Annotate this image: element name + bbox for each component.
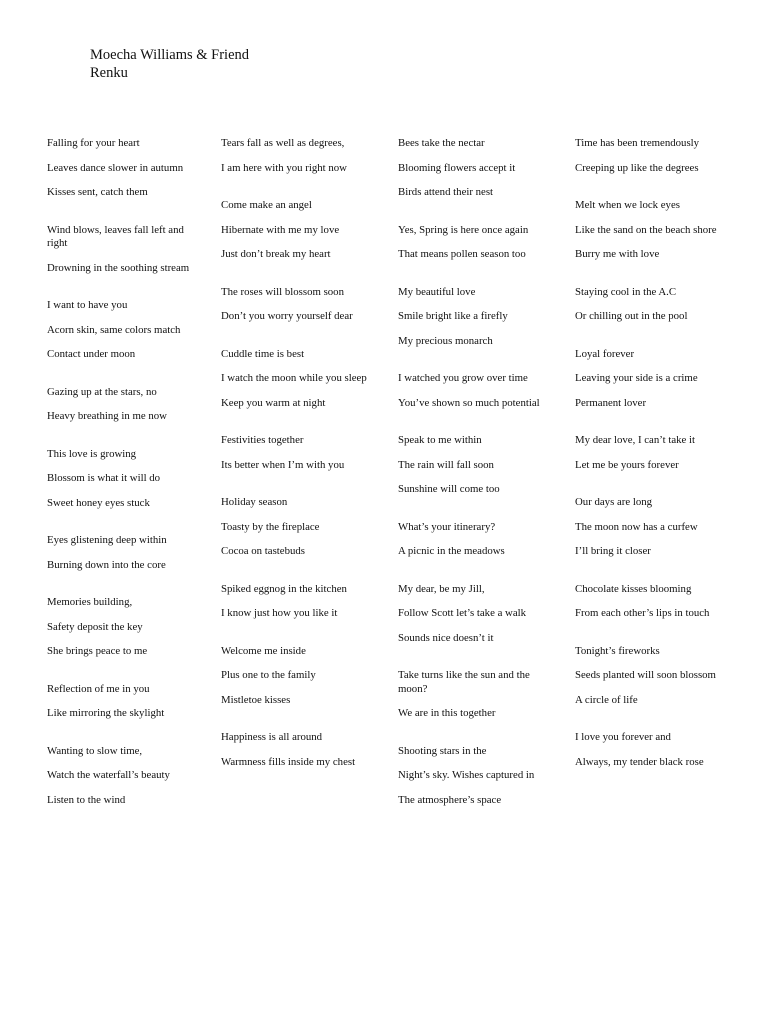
poem-line: Smile bright like a firefly <box>398 310 508 322</box>
poem-line: Sweet honey eyes stuck <box>47 496 150 509</box>
poem-line: I love you forever and <box>575 731 671 743</box>
poem-line: A picnic in the meadows <box>398 545 505 557</box>
poem-line: This love is growing <box>47 447 137 460</box>
poem-line: Night’s sky. Wishes captured in <box>398 769 535 781</box>
stanza <box>398 669 548 721</box>
stanza <box>575 137 725 175</box>
poem-column <box>47 137 197 831</box>
poem-line: Creeping up like the degrees <box>575 161 699 174</box>
stanza <box>575 496 725 559</box>
poem-line: Like the sand on the beach shore <box>575 223 717 236</box>
poem-line: Chocolate kisses blooming <box>575 582 692 595</box>
poem-line: Contact under moon <box>47 348 136 360</box>
poem-line: Take turns like the sun and the moon? <box>398 669 530 695</box>
poem-title: Renku <box>90 65 128 81</box>
stanza <box>398 286 548 349</box>
stanza <box>221 496 371 559</box>
stanza <box>47 534 197 572</box>
poem-line: Falling for your heart <box>47 137 140 149</box>
poem-line: Birds attend their nest <box>398 186 494 198</box>
poem-line: From each other’s lips in touch <box>575 607 710 619</box>
poem-line: I am here with you right now <box>221 161 347 174</box>
stanza <box>575 348 725 411</box>
stanza <box>221 583 371 621</box>
poem-column <box>575 137 725 793</box>
poem-line: Acorn skin, same colors match <box>47 323 181 336</box>
poem-line: Like mirroring the skylight <box>47 707 165 719</box>
poem-line: Festivities together <box>221 434 304 446</box>
poem-line: I watch the moon while you sleep <box>221 372 367 384</box>
stanza <box>575 583 725 621</box>
stanza <box>221 645 371 708</box>
stanza <box>398 372 548 410</box>
stanza <box>575 286 725 324</box>
stanza <box>47 683 197 721</box>
poem-line: What’s your itinerary? <box>398 520 496 533</box>
poem-line: Sounds nice doesn’t it <box>398 631 494 644</box>
poem-line: Tonight’s fireworks <box>575 644 660 657</box>
poem-line: Listen to the wind <box>47 793 126 806</box>
poem-line: Kisses sent, catch them <box>47 186 148 198</box>
stanza <box>398 137 548 200</box>
poem-line: I know just how you like it <box>221 607 338 619</box>
poem-line: I watched you grow over time <box>398 372 528 384</box>
poem-line: Gazing up at the stars, no <box>47 385 157 398</box>
stanza <box>221 434 371 472</box>
poem-line: Seeds planted will soon blossom <box>575 669 716 681</box>
poem-line: Its better when I’m with you <box>221 458 345 471</box>
stanza <box>221 137 371 175</box>
stanza <box>47 596 197 659</box>
poem-line: Cocoa on tastebuds <box>221 545 305 557</box>
poem-line: Spiked eggnog in the kitchen <box>221 582 347 595</box>
stanza <box>47 137 197 200</box>
poem-line: She brings peace to me <box>47 645 148 657</box>
poem-line: Leaving your side is a crime <box>575 372 698 384</box>
poem-line: Holiday season <box>221 496 288 508</box>
poem-line: Don’t you worry yourself dear <box>221 310 353 322</box>
poem-line: Time has been tremendously <box>575 137 700 149</box>
poem-line: Our days are long <box>575 496 653 508</box>
poem-line: Safety deposit the key <box>47 620 143 633</box>
poem-line: Burry me with love <box>575 248 660 260</box>
poem-line: Welcome me inside <box>221 644 306 657</box>
poem-line: Come make an angel <box>221 199 312 211</box>
poem-line: The roses will blossom soon <box>221 285 344 298</box>
poem-column <box>398 137 548 831</box>
poem-line: Mistletoe kisses <box>221 693 291 706</box>
stanza <box>221 286 371 324</box>
poem-line: Tears fall as well as degrees, <box>221 137 345 149</box>
poem-line: Cuddle time is best <box>221 347 305 360</box>
poem-line: My dear, be my Jill, <box>398 582 485 595</box>
poem-line: Reflection of me in you <box>47 682 150 695</box>
poem-line: Staying cool in the A.C <box>575 285 677 298</box>
stanza <box>398 434 548 497</box>
poem-line: I want to have you <box>47 299 128 311</box>
poem-line: Loyal forever <box>575 347 635 360</box>
poem-line: Drowning in the soothing stream <box>47 261 190 274</box>
poem-line: Sunshine will come too <box>398 483 500 495</box>
poem-line: Blooming flowers accept it <box>398 161 516 174</box>
poem-line: Shooting stars in the <box>398 744 487 757</box>
stanza <box>575 731 725 769</box>
poem-line: Yes, Spring is here once again <box>398 223 529 236</box>
authors-line: Moecha Williams & Friend <box>90 47 250 63</box>
stanza <box>575 434 725 472</box>
stanza <box>398 745 548 808</box>
stanza <box>221 199 371 262</box>
stanza <box>47 745 197 808</box>
stanza <box>398 224 548 262</box>
poem-line: Permanent lover <box>575 396 647 409</box>
poem-line: Burning down into the core <box>47 558 166 571</box>
stanza <box>47 299 197 362</box>
poem-line: Wanting to slow time, <box>47 744 143 757</box>
poem-line: Let me be yours forever <box>575 458 679 471</box>
stanza <box>575 645 725 708</box>
poem-line: Warmness fills inside my chest <box>221 755 356 768</box>
poem-line: Plus one to the family <box>221 669 316 681</box>
poem-line: Or chilling out in the pool <box>575 310 688 322</box>
poem-line: Follow Scott let’s take a walk <box>398 607 527 619</box>
poem-line: My precious monarch <box>398 334 493 347</box>
poem-line: My dear love, I can’t take it <box>575 434 696 446</box>
poem-column <box>221 137 371 793</box>
poem-line: Blossom is what it will do <box>47 472 161 484</box>
poem-line: We are in this together <box>398 707 496 719</box>
poem-line: The moon now has a curfew <box>575 520 698 533</box>
stanza <box>221 348 371 411</box>
stanza <box>575 199 725 262</box>
poem-line: My beautiful love <box>398 285 476 298</box>
stanza <box>47 448 197 511</box>
poem-line: Watch the waterfall’s beauty <box>47 769 170 781</box>
poem-line: That means pollen season too <box>398 248 526 260</box>
poem-line: Always, my tender black rose <box>575 755 704 768</box>
poem-line: Leaves dance slower in autumn <box>47 161 184 174</box>
poem-line: Keep you warm at night <box>221 396 326 409</box>
poem-line: Hibernate with me my love <box>221 223 340 236</box>
stanza <box>47 224 197 276</box>
poem-line: The atmosphere’s space <box>398 793 502 806</box>
poem-line: The rain will fall soon <box>398 458 494 471</box>
poem-line: Happiness is all around <box>221 731 323 743</box>
poem-line: Toasty by the fireplace <box>221 520 320 533</box>
poem-line: Heavy breathing in me now <box>47 410 167 422</box>
stanza <box>398 583 548 646</box>
stanza <box>221 731 371 769</box>
poem-line: A circle of life <box>575 693 638 706</box>
poem-line: Speak to me within <box>398 434 482 446</box>
poem-line: Melt when we lock eyes <box>575 199 680 211</box>
stanza <box>47 386 197 424</box>
poem-line: Bees take the nectar <box>398 137 485 149</box>
poem-line: I’ll bring it closer <box>575 545 651 557</box>
poem-line: Wind blows, leaves fall left and right <box>47 223 184 249</box>
poem-line: You’ve shown so much potential <box>398 396 540 409</box>
poem-line: Memories building, <box>47 596 133 608</box>
poem-line: Eyes glistening deep within <box>47 534 167 546</box>
poem-line: Just don’t break my heart <box>221 248 331 260</box>
document-header <box>90 46 249 82</box>
stanza <box>398 521 548 559</box>
